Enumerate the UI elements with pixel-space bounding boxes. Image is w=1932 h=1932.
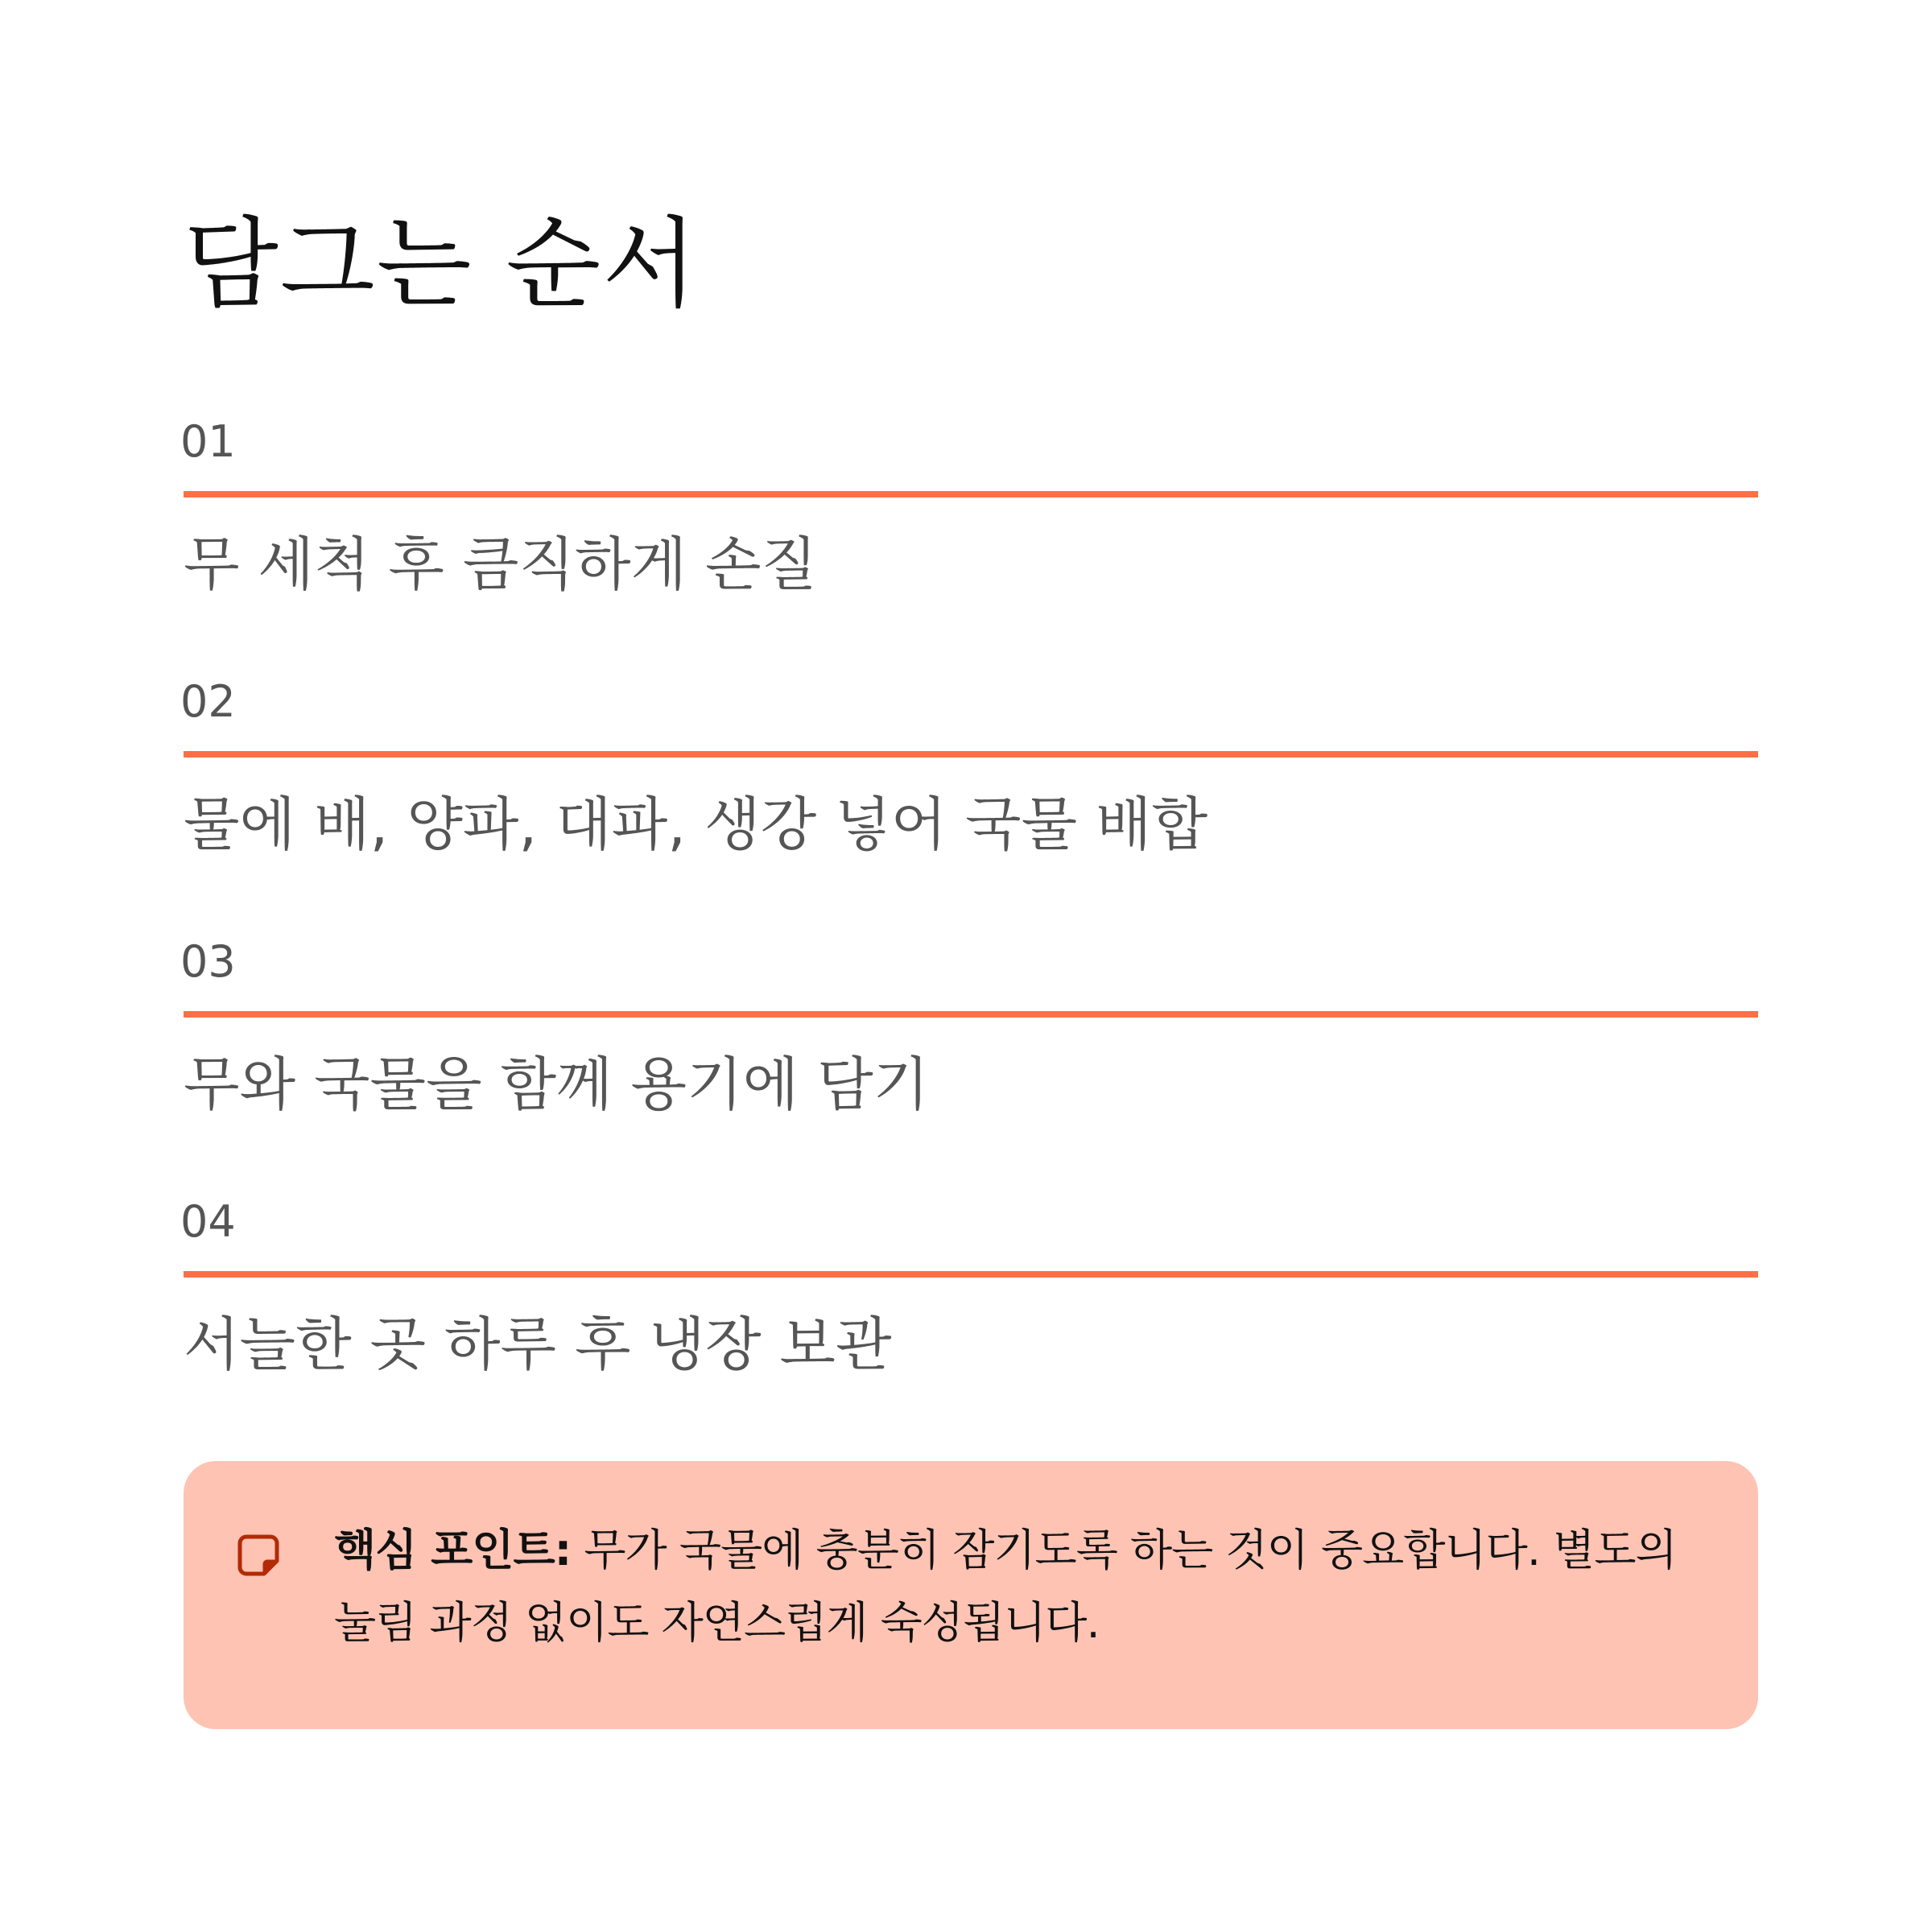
step-divider: [184, 491, 1758, 497]
step-text: 무 세척 후 큼직하게 손질: [184, 530, 818, 598]
step-number: 03: [180, 936, 236, 987]
note-icon: [235, 1532, 282, 1579]
page-title: 담그는 순서: [184, 207, 700, 321]
step-divider: [184, 751, 1758, 758]
step-text: 무와 국물을 함께 용기에 담기: [184, 1051, 930, 1118]
step-number: 01: [180, 416, 236, 467]
callout-text: [334, 1514, 1703, 1659]
step-item: [180, 411, 1758, 671]
step-divider: [184, 1271, 1758, 1278]
step-item: [180, 1191, 1758, 1451]
step-item: [180, 931, 1758, 1191]
step-number: 02: [180, 676, 236, 727]
step-divider: [184, 1011, 1758, 1018]
steps-list: [180, 411, 1758, 1451]
key-point-callout: [184, 1461, 1758, 1729]
callout-label: 핵심 포인트:: [334, 1525, 572, 1575]
step-text: 물에 배, 양파, 대파, 생강 넣어 국물 배합: [184, 791, 1208, 858]
callout-body: 무가 국물에 충분히 잠기도록 하는 것이 중요합니다. 별도의 눌림 과정 없이도 자연스럽게 숙성됩니다.: [334, 1525, 1677, 1648]
step-text: 서늘한 곳 하루 후 냉장 보관: [184, 1311, 892, 1378]
step-item: [180, 671, 1758, 931]
step-number: 04: [180, 1196, 236, 1247]
